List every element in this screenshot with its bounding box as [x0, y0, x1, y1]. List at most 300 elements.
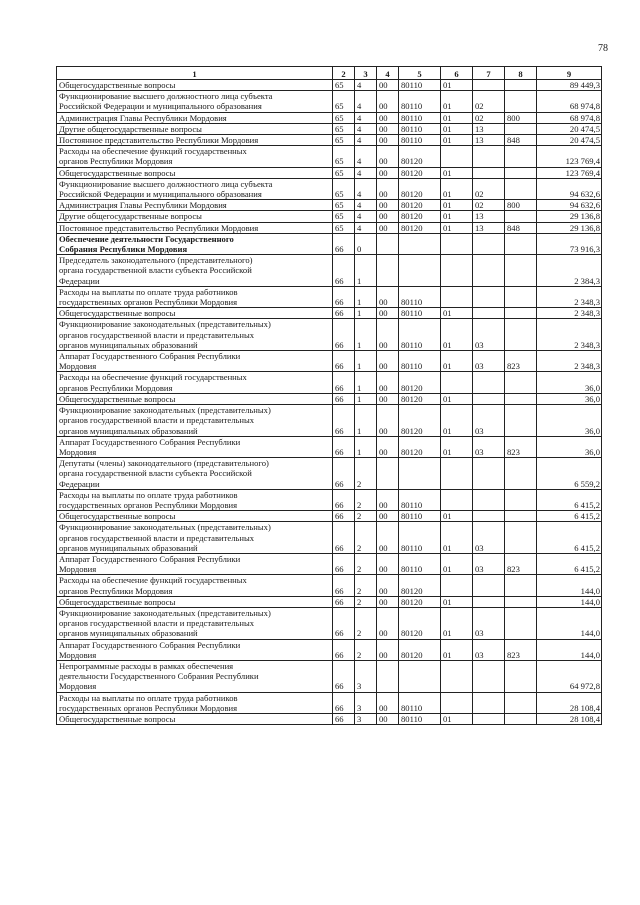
code-cell: 80110: [399, 489, 441, 510]
column-header-1: 1: [57, 67, 333, 80]
code-cell: [505, 660, 537, 692]
code-cell: 02: [473, 112, 505, 123]
code-cell: 66: [333, 607, 355, 639]
column-header-6: 6: [441, 67, 473, 80]
code-cell: 00: [377, 393, 399, 404]
code-cell: [505, 255, 537, 287]
code-cell: 823: [505, 351, 537, 372]
code-cell: 01: [441, 123, 473, 134]
code-cell: 01: [441, 713, 473, 724]
code-cell: 3: [355, 692, 377, 713]
row-name-cell: Аппарат Государственного Собрания Республики Мордовия: [57, 553, 333, 574]
table-row: [57, 522, 602, 554]
code-cell: 00: [377, 372, 399, 393]
code-cell: 823: [505, 436, 537, 457]
code-cell: 66: [333, 405, 355, 437]
row-name-cell: Непрограммные расходы в рамках обеспечения деятельности Государственного Собрания Республики Мордовия: [57, 660, 333, 692]
code-cell: [473, 713, 505, 724]
code-cell: 66: [333, 596, 355, 607]
code-cell: 00: [377, 308, 399, 319]
code-cell: 1: [355, 436, 377, 457]
code-cell: 00: [377, 522, 399, 554]
code-cell: 01: [441, 607, 473, 639]
code-cell: 00: [377, 200, 399, 211]
code-cell: 66: [333, 660, 355, 692]
table-row: [57, 596, 602, 607]
row-name-cell: Функционирование законодательных (представительных) органов государственной власти и представительных органов муниципальных образований: [57, 319, 333, 351]
code-cell: 80120: [399, 393, 441, 404]
header-row: [57, 67, 602, 80]
code-cell: 65: [333, 167, 355, 178]
row-name-cell: Функционирование высшего должностного лица субъекта Российской Федерации и муниципального образования: [57, 178, 333, 199]
amount-cell: 94 632,6: [537, 178, 602, 199]
code-cell: 4: [355, 80, 377, 91]
row-name-cell: Председатель законодательного (представительного) органа государственной власти субъекта Российской Федерации: [57, 255, 333, 287]
table-row: [57, 575, 602, 596]
table-row: [57, 372, 602, 393]
table-row: [57, 393, 602, 404]
row-name-cell: Функционирование законодательных (представительных) органов государственной власти и представительных органов муниципальных образований: [57, 405, 333, 437]
row-name-cell: Общегосударственные вопросы: [57, 511, 333, 522]
code-cell: 80120: [399, 211, 441, 222]
code-cell: [441, 489, 473, 510]
code-cell: 01: [441, 351, 473, 372]
code-cell: 00: [377, 639, 399, 660]
table-row: [57, 146, 602, 167]
code-cell: [441, 692, 473, 713]
code-cell: [473, 511, 505, 522]
code-cell: [473, 146, 505, 167]
code-cell: 4: [355, 135, 377, 146]
amount-cell: 123 769,4: [537, 146, 602, 167]
table-row: [57, 167, 602, 178]
column-header-2: 2: [333, 67, 355, 80]
code-cell: 65: [333, 91, 355, 112]
table-row: [57, 112, 602, 123]
code-cell: 00: [377, 511, 399, 522]
code-cell: 13: [473, 211, 505, 222]
amount-cell: 36,0: [537, 393, 602, 404]
row-name-cell: Аппарат Государственного Собрания Республики Мордовия: [57, 639, 333, 660]
code-cell: 66: [333, 489, 355, 510]
code-cell: 65: [333, 112, 355, 123]
code-cell: 66: [333, 351, 355, 372]
code-cell: 66: [333, 286, 355, 307]
code-cell: 80110: [399, 319, 441, 351]
table-row: [57, 91, 602, 112]
code-cell: 00: [377, 178, 399, 199]
code-cell: [441, 660, 473, 692]
code-cell: 1: [355, 372, 377, 393]
row-name-cell: Администрация Главы Республики Мордовия: [57, 112, 333, 123]
code-cell: [473, 233, 505, 254]
code-cell: 2: [355, 607, 377, 639]
table-row: [57, 489, 602, 510]
code-cell: 1: [355, 255, 377, 287]
row-name-cell: Депутаты (члены) законодательного (представительного) органа государственной власти субъекта Российской Федерации: [57, 458, 333, 490]
code-cell: 80110: [399, 123, 441, 134]
row-name-cell: Общегосударственные вопросы: [57, 80, 333, 91]
code-cell: 00: [377, 91, 399, 112]
code-cell: [505, 489, 537, 510]
code-cell: 2: [355, 553, 377, 574]
code-cell: 2: [355, 596, 377, 607]
table-row: [57, 222, 602, 233]
code-cell: 80110: [399, 713, 441, 724]
code-cell: [441, 146, 473, 167]
code-cell: 1: [355, 319, 377, 351]
code-cell: 00: [377, 713, 399, 724]
table-row: [57, 286, 602, 307]
code-cell: 03: [473, 319, 505, 351]
row-name-cell: Аппарат Государственного Собрания Республики Мордовия: [57, 436, 333, 457]
code-cell: 01: [441, 319, 473, 351]
amount-cell: 36,0: [537, 405, 602, 437]
code-cell: 80120: [399, 178, 441, 199]
code-cell: 13: [473, 222, 505, 233]
code-cell: 03: [473, 405, 505, 437]
column-header-3: 3: [355, 67, 377, 80]
code-cell: [441, 575, 473, 596]
code-cell: 2: [355, 458, 377, 490]
code-cell: 65: [333, 200, 355, 211]
table-row: [57, 553, 602, 574]
code-cell: 00: [377, 80, 399, 91]
code-cell: 80120: [399, 596, 441, 607]
amount-cell: 6 415,2: [537, 522, 602, 554]
table-row: [57, 405, 602, 437]
code-cell: 80110: [399, 308, 441, 319]
code-cell: 01: [441, 178, 473, 199]
amount-cell: 2 348,3: [537, 319, 602, 351]
row-name-cell: Общегосударственные вопросы: [57, 308, 333, 319]
table-row: [57, 178, 602, 199]
code-cell: 65: [333, 222, 355, 233]
code-cell: [505, 146, 537, 167]
row-name-cell: Постоянное представительство Республики Мордовия: [57, 222, 333, 233]
code-cell: 13: [473, 123, 505, 134]
code-cell: 00: [377, 211, 399, 222]
code-cell: 80110: [399, 80, 441, 91]
code-cell: 65: [333, 146, 355, 167]
code-cell: 01: [441, 405, 473, 437]
code-cell: 80120: [399, 222, 441, 233]
code-cell: 823: [505, 639, 537, 660]
row-name-cell: Функционирование высшего должностного лица субъекта Российской Федерации и муниципального образования: [57, 91, 333, 112]
row-name-cell: Функционирование законодательных (представительных) органов государственной власти и представительных органов муниципальных образований: [57, 522, 333, 554]
code-cell: [473, 458, 505, 490]
row-name-cell: Администрация Главы Республики Мордовия: [57, 200, 333, 211]
code-cell: 01: [441, 211, 473, 222]
table-row: [57, 713, 602, 724]
code-cell: 00: [377, 596, 399, 607]
code-cell: 03: [473, 436, 505, 457]
code-cell: 800: [505, 112, 537, 123]
code-cell: [377, 255, 399, 287]
code-cell: 66: [333, 319, 355, 351]
code-cell: 80110: [399, 112, 441, 123]
code-cell: 00: [377, 319, 399, 351]
code-cell: [473, 489, 505, 510]
code-cell: 65: [333, 123, 355, 134]
amount-cell: 2 348,3: [537, 286, 602, 307]
code-cell: 3: [355, 660, 377, 692]
row-name-cell: Расходы на выплаты по оплате труда работников государственных органов Республики Мордовия: [57, 489, 333, 510]
code-cell: 03: [473, 553, 505, 574]
code-cell: 01: [441, 80, 473, 91]
amount-cell: 6 415,2: [537, 553, 602, 574]
code-cell: 00: [377, 489, 399, 510]
code-cell: 80120: [399, 146, 441, 167]
code-cell: [441, 255, 473, 287]
row-name-cell: Аппарат Государственного Собрания Республики Мордовия: [57, 351, 333, 372]
row-name-cell: Расходы на обеспечение функций государственных органов Республики Мордовия: [57, 146, 333, 167]
code-cell: 00: [377, 222, 399, 233]
code-cell: 00: [377, 135, 399, 146]
amount-cell: 20 474,5: [537, 123, 602, 134]
code-cell: 66: [333, 255, 355, 287]
page-number: 78: [598, 43, 608, 54]
code-cell: 66: [333, 553, 355, 574]
table-row: [57, 233, 602, 254]
code-cell: [399, 458, 441, 490]
code-cell: 1: [355, 286, 377, 307]
code-cell: [505, 405, 537, 437]
code-cell: [505, 308, 537, 319]
code-cell: 1: [355, 308, 377, 319]
code-cell: 01: [441, 167, 473, 178]
row-name-cell: Расходы на обеспечение функций государственных органов Республики Мордовия: [57, 372, 333, 393]
code-cell: 80110: [399, 553, 441, 574]
column-header-4: 4: [377, 67, 399, 80]
code-cell: [473, 308, 505, 319]
table-row: [57, 692, 602, 713]
code-cell: [473, 692, 505, 713]
table-row: [57, 660, 602, 692]
code-cell: 00: [377, 167, 399, 178]
amount-cell: 28 108,4: [537, 713, 602, 724]
amount-cell: 123 769,4: [537, 167, 602, 178]
code-cell: 2: [355, 522, 377, 554]
amount-cell: 2 348,3: [537, 351, 602, 372]
amount-cell: 94 632,6: [537, 200, 602, 211]
code-cell: [505, 522, 537, 554]
code-cell: [473, 167, 505, 178]
code-cell: [473, 393, 505, 404]
code-cell: [399, 233, 441, 254]
amount-cell: 6 415,2: [537, 489, 602, 510]
code-cell: 80120: [399, 200, 441, 211]
code-cell: 01: [441, 639, 473, 660]
budget-table: [56, 66, 602, 725]
code-cell: [505, 319, 537, 351]
code-cell: [399, 660, 441, 692]
code-cell: [377, 660, 399, 692]
table-row: [57, 351, 602, 372]
table-row: [57, 255, 602, 287]
code-cell: [505, 233, 537, 254]
code-cell: 4: [355, 146, 377, 167]
code-cell: 03: [473, 607, 505, 639]
code-cell: [505, 692, 537, 713]
code-cell: 4: [355, 123, 377, 134]
code-cell: 03: [473, 639, 505, 660]
amount-cell: 144,0: [537, 607, 602, 639]
code-cell: 4: [355, 91, 377, 112]
amount-cell: 36,0: [537, 372, 602, 393]
code-cell: 01: [441, 200, 473, 211]
amount-cell: 144,0: [537, 639, 602, 660]
code-cell: [441, 458, 473, 490]
code-cell: 4: [355, 112, 377, 123]
code-cell: 66: [333, 692, 355, 713]
code-cell: [505, 713, 537, 724]
code-cell: 65: [333, 80, 355, 91]
code-cell: 01: [441, 522, 473, 554]
code-cell: [473, 372, 505, 393]
code-cell: [505, 123, 537, 134]
row-name-cell: Обеспечение деятельности Государственного Собрания Республики Мордовия: [57, 233, 333, 254]
amount-cell: 2 384,3: [537, 255, 602, 287]
code-cell: 80120: [399, 167, 441, 178]
amount-cell: 68 974,8: [537, 91, 602, 112]
amount-cell: 144,0: [537, 575, 602, 596]
code-cell: [505, 91, 537, 112]
code-cell: 800: [505, 200, 537, 211]
code-cell: 80110: [399, 286, 441, 307]
code-cell: 00: [377, 575, 399, 596]
code-cell: 00: [377, 405, 399, 437]
code-cell: 03: [473, 522, 505, 554]
code-cell: 66: [333, 233, 355, 254]
table-row: [57, 607, 602, 639]
code-cell: [505, 596, 537, 607]
code-cell: 2: [355, 575, 377, 596]
code-cell: 01: [441, 112, 473, 123]
table-row: [57, 458, 602, 490]
code-cell: 80120: [399, 575, 441, 596]
code-cell: [505, 393, 537, 404]
table-row: [57, 511, 602, 522]
column-header-5: 5: [399, 67, 441, 80]
code-cell: 80110: [399, 91, 441, 112]
code-cell: 66: [333, 522, 355, 554]
code-cell: 02: [473, 178, 505, 199]
table-row: [57, 639, 602, 660]
amount-cell: 89 449,3: [537, 80, 602, 91]
code-cell: [505, 458, 537, 490]
code-cell: 1: [355, 393, 377, 404]
amount-cell: 6 559,2: [537, 458, 602, 490]
code-cell: 848: [505, 222, 537, 233]
code-cell: 01: [441, 91, 473, 112]
row-name-cell: Расходы на выплаты по оплате труда работников государственных органов Республики Мордовия: [57, 692, 333, 713]
row-name-cell: Общегосударственные вопросы: [57, 596, 333, 607]
code-cell: 80110: [399, 511, 441, 522]
code-cell: 66: [333, 372, 355, 393]
code-cell: 66: [333, 458, 355, 490]
amount-cell: 29 136,8: [537, 211, 602, 222]
code-cell: 00: [377, 112, 399, 123]
code-cell: 65: [333, 135, 355, 146]
amount-cell: 73 916,3: [537, 233, 602, 254]
column-header-9: 9: [537, 67, 602, 80]
code-cell: 02: [473, 91, 505, 112]
code-cell: 01: [441, 308, 473, 319]
code-cell: [505, 80, 537, 91]
code-cell: 01: [441, 436, 473, 457]
code-cell: 01: [441, 222, 473, 233]
code-cell: 01: [441, 393, 473, 404]
row-name-cell: Общегосударственные вопросы: [57, 167, 333, 178]
code-cell: 00: [377, 351, 399, 372]
code-cell: [473, 575, 505, 596]
code-cell: 0: [355, 233, 377, 254]
code-cell: 02: [473, 200, 505, 211]
code-cell: 66: [333, 639, 355, 660]
table-row: [57, 211, 602, 222]
row-name-cell: Расходы на обеспечение функций государственных органов Республики Мордовия: [57, 575, 333, 596]
code-cell: 00: [377, 607, 399, 639]
code-cell: [505, 286, 537, 307]
code-cell: 4: [355, 200, 377, 211]
code-cell: 01: [441, 596, 473, 607]
amount-cell: 36,0: [537, 436, 602, 457]
amount-cell: 29 136,8: [537, 222, 602, 233]
code-cell: [473, 660, 505, 692]
amount-cell: 6 415,2: [537, 511, 602, 522]
table-row: [57, 123, 602, 134]
code-cell: 2: [355, 489, 377, 510]
code-cell: [473, 255, 505, 287]
code-cell: 80120: [399, 607, 441, 639]
code-cell: 66: [333, 575, 355, 596]
table-row: [57, 319, 602, 351]
code-cell: 00: [377, 286, 399, 307]
code-cell: 80120: [399, 436, 441, 457]
code-cell: 2: [355, 639, 377, 660]
code-cell: [505, 575, 537, 596]
code-cell: 848: [505, 135, 537, 146]
code-cell: [505, 178, 537, 199]
table-row: [57, 135, 602, 146]
row-name-cell: Общегосударственные вопросы: [57, 393, 333, 404]
code-cell: 01: [441, 135, 473, 146]
code-cell: 00: [377, 553, 399, 574]
code-cell: 1: [355, 405, 377, 437]
row-name-cell: Другие общегосударственные вопросы: [57, 123, 333, 134]
amount-cell: 144,0: [537, 596, 602, 607]
code-cell: 4: [355, 178, 377, 199]
code-cell: 80110: [399, 135, 441, 146]
amount-cell: 64 972,8: [537, 660, 602, 692]
code-cell: 65: [333, 211, 355, 222]
amount-cell: 68 974,8: [537, 112, 602, 123]
code-cell: 00: [377, 123, 399, 134]
row-name-cell: Постоянное представительство Республики Мордовия: [57, 135, 333, 146]
row-name-cell: Расходы на выплаты по оплате труда работников государственных органов Республики Мордовия: [57, 286, 333, 307]
code-cell: 00: [377, 146, 399, 167]
code-cell: [377, 458, 399, 490]
row-name-cell: Функционирование законодательных (представительных) органов государственной власти и представительных органов муниципальных образований: [57, 607, 333, 639]
column-header-8: 8: [505, 67, 537, 80]
code-cell: 65: [333, 178, 355, 199]
table-row: [57, 200, 602, 211]
code-cell: 00: [377, 436, 399, 457]
code-cell: [399, 255, 441, 287]
code-cell: [505, 167, 537, 178]
column-header-7: 7: [473, 67, 505, 80]
